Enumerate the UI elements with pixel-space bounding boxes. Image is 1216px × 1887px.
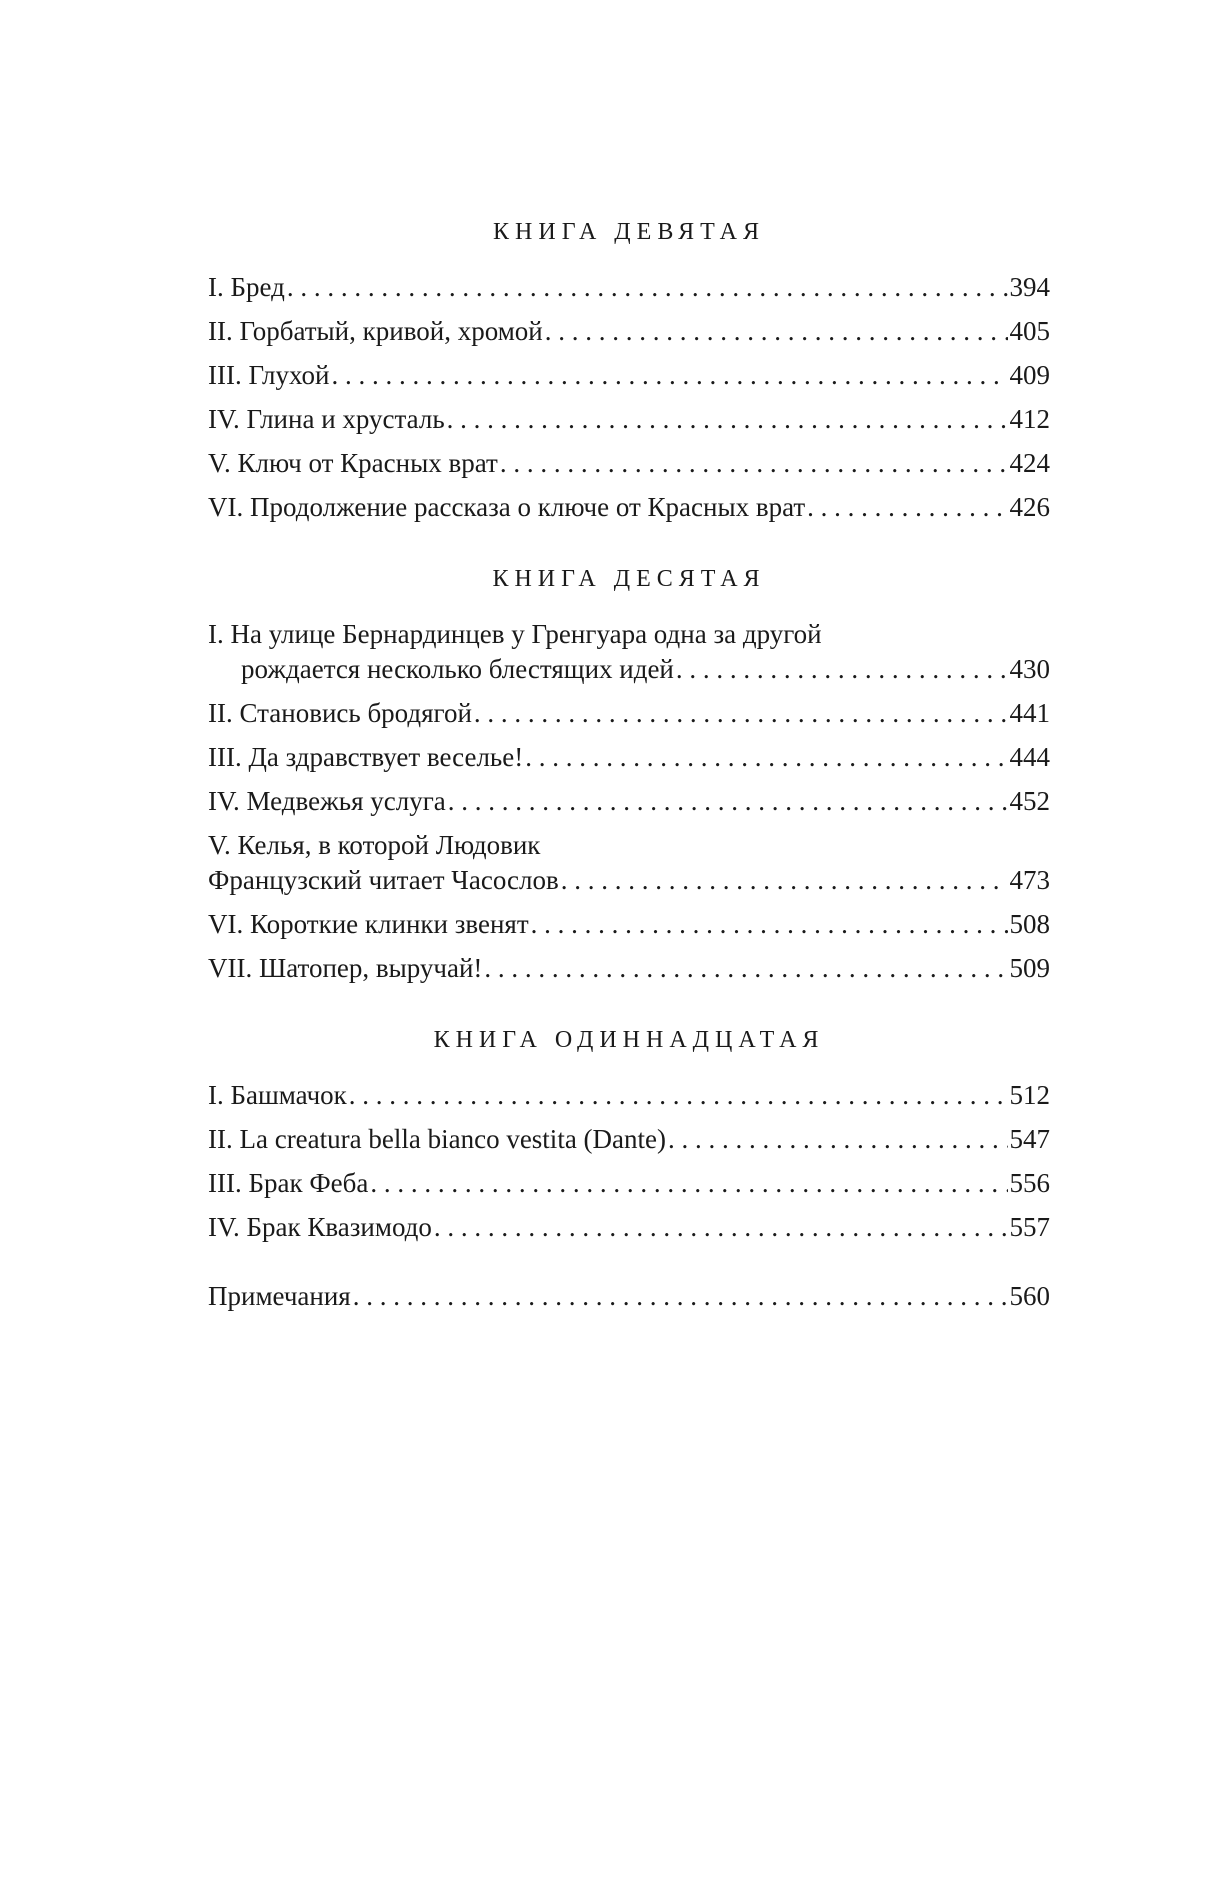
book-nine-section bbox=[208, 212, 1050, 525]
dot-leader bbox=[525, 740, 1007, 775]
page-number: 473 bbox=[1009, 865, 1050, 895]
dot-leader bbox=[531, 907, 1008, 942]
chapter-list bbox=[208, 617, 1050, 986]
toc-entry[interactable] bbox=[208, 270, 1050, 305]
chapter-list bbox=[208, 270, 1050, 525]
page-number: 409 bbox=[1009, 360, 1050, 390]
toc-entry[interactable] bbox=[208, 617, 1050, 687]
page-number: 452 bbox=[1009, 786, 1050, 816]
page-number: 557 bbox=[1009, 1212, 1050, 1242]
chapter-title: III. Да здравствует веселье! bbox=[208, 742, 524, 772]
dot-leader bbox=[676, 652, 1008, 687]
toc-entry[interactable] bbox=[208, 490, 1050, 525]
page-number: 405 bbox=[1009, 316, 1050, 346]
page-number: 560 bbox=[1009, 1281, 1050, 1311]
book-ten-section bbox=[208, 559, 1050, 986]
dot-leader bbox=[484, 951, 1007, 986]
notes-entry[interactable] bbox=[208, 1279, 1050, 1314]
page-number: 512 bbox=[1009, 1080, 1050, 1110]
chapter-title: Французский читает Часослов bbox=[208, 865, 559, 895]
page-number: 430 bbox=[1009, 654, 1050, 684]
chapter-title: IV. Брак Квазимодо bbox=[208, 1212, 432, 1242]
page-number: 556 bbox=[1009, 1168, 1050, 1198]
chapter-title: VI. Продолжение рассказа о ключе от Красных врат bbox=[208, 492, 806, 522]
notes-title: Примечания bbox=[208, 1281, 351, 1311]
page-number: 508 bbox=[1009, 909, 1050, 939]
chapter-title: II. La creatura bella bianco vestita (Dante) bbox=[208, 1124, 666, 1154]
dot-leader bbox=[545, 314, 1008, 349]
toc-entry[interactable] bbox=[208, 1078, 1050, 1113]
chapter-title: III. Глухой bbox=[208, 360, 330, 390]
toc-entry[interactable] bbox=[208, 907, 1050, 942]
chapter-title: V. Ключ от Красных врат bbox=[208, 448, 498, 478]
chapter-title: I. Башмачок bbox=[208, 1080, 347, 1110]
dot-leader bbox=[353, 1279, 1008, 1314]
book-heading: КНИГА ДЕВЯТАЯ bbox=[493, 219, 765, 245]
toc-entry[interactable] bbox=[208, 1166, 1050, 1201]
dot-leader bbox=[370, 1166, 1007, 1201]
page-number: 509 bbox=[1009, 953, 1050, 983]
dot-leader bbox=[331, 358, 1007, 393]
toc-entry[interactable] bbox=[208, 828, 1050, 898]
dot-leader bbox=[561, 863, 1008, 898]
page-number: 441 bbox=[1009, 698, 1050, 728]
toc-entry[interactable] bbox=[208, 951, 1050, 986]
chapter-title: III. Брак Феба bbox=[208, 1168, 369, 1198]
dot-leader bbox=[807, 490, 1007, 525]
toc-entry[interactable] bbox=[208, 740, 1050, 775]
table-of-contents bbox=[208, 212, 1050, 1323]
page-number: 426 bbox=[1009, 492, 1050, 522]
chapter-title: IV. Глина и хрусталь bbox=[208, 404, 445, 434]
chapter-title-line1: V. Келья, в которой Людовик bbox=[208, 830, 541, 860]
book-heading: КНИГА ОДИННАДЦАТАЯ bbox=[433, 1027, 825, 1053]
chapter-title: рождается несколько блестящих идей bbox=[241, 654, 674, 684]
dot-leader bbox=[668, 1122, 1008, 1157]
toc-entry[interactable] bbox=[208, 1122, 1050, 1157]
chapter-title: II. Горбатый, кривой, хромой bbox=[208, 316, 543, 346]
book-eleven-section bbox=[208, 1020, 1050, 1245]
dot-leader bbox=[349, 1078, 1008, 1113]
chapter-title: I. Бред bbox=[208, 272, 285, 302]
dot-leader bbox=[448, 784, 1008, 819]
chapter-title: VII. Шатопер, выручай! bbox=[208, 953, 483, 983]
page-number: 547 bbox=[1009, 1124, 1050, 1154]
page-number: 394 bbox=[1009, 272, 1050, 302]
toc-entry[interactable] bbox=[208, 314, 1050, 349]
page-number: 444 bbox=[1009, 742, 1050, 772]
dot-leader bbox=[434, 1210, 1008, 1245]
chapter-title: IV. Медвежья услуга bbox=[208, 786, 446, 816]
toc-entry[interactable] bbox=[208, 696, 1050, 731]
dot-leader bbox=[500, 446, 1008, 481]
chapter-list bbox=[208, 1078, 1050, 1245]
toc-entry[interactable] bbox=[208, 358, 1050, 393]
toc-entry[interactable] bbox=[208, 784, 1050, 819]
toc-entry[interactable] bbox=[208, 402, 1050, 437]
book-heading: КНИГА ДЕСЯТАЯ bbox=[492, 566, 766, 592]
dot-leader bbox=[287, 270, 1008, 305]
dot-leader bbox=[474, 696, 1008, 731]
chapter-title: II. Становись бродягой bbox=[208, 698, 472, 728]
toc-entry[interactable] bbox=[208, 446, 1050, 481]
page-number: 424 bbox=[1009, 448, 1050, 478]
chapter-title-line1: I. На улице Бернардинцев у Гренгуара одна за другой bbox=[208, 619, 822, 649]
dot-leader bbox=[447, 402, 1008, 437]
toc-entry[interactable] bbox=[208, 1210, 1050, 1245]
chapter-title: VI. Короткие клинки звенят bbox=[208, 909, 529, 939]
page-number: 412 bbox=[1009, 404, 1050, 434]
